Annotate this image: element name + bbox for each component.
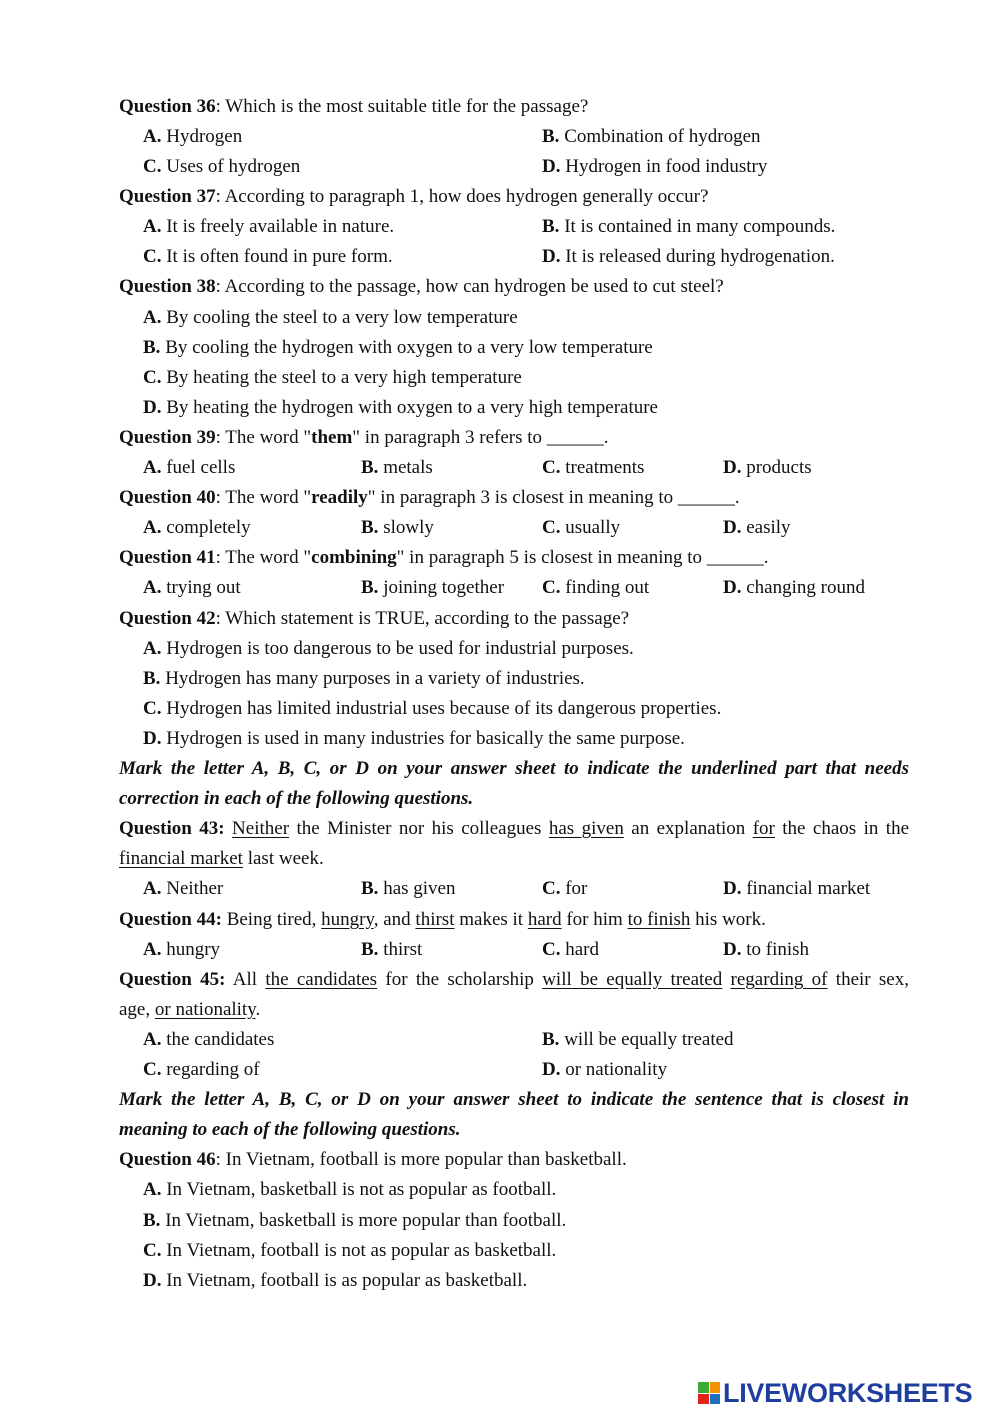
q37-options-row-1 <box>143 212 933 242</box>
q41-option-a[interactable]: A. trying out <box>143 577 241 598</box>
question-text: : Which is the most suitable title for the passage? <box>215 96 589 117</box>
q40-option-d[interactable]: D. easily <box>723 517 791 538</box>
question-45: Question 45: All the candidates for the scholarship will be equally treated regarding of their sex, <box>119 969 909 990</box>
q39-option-d[interactable]: D. products <box>723 457 812 478</box>
underlined-part-a: hungry <box>321 909 374 930</box>
q44-option-a[interactable]: A. hungry <box>143 939 221 960</box>
q45-option-a[interactable]: A. the candidates <box>143 1029 275 1050</box>
q41-option-c[interactable]: C. finding out <box>542 577 650 598</box>
question-41: Question 41: The word "combining" in paragraph 5 is closest in meaning to ______. <box>119 547 769 568</box>
q41-option-b[interactable]: B. joining together <box>361 577 505 598</box>
question-43-line-2: financial market last week. <box>119 848 324 869</box>
q44-options-row <box>143 935 933 965</box>
underlined-part-d: to finish <box>627 909 691 930</box>
question-40: Question 40: The word "readily" in paragraph 3 is closest in meaning to ______. <box>119 487 740 508</box>
q37-option-a[interactable]: A. It is freely available in nature. <box>143 216 395 237</box>
q38-option-a[interactable]: A. By cooling the steel to a very low temperature <box>143 307 518 328</box>
target-word: combining <box>311 547 397 568</box>
question-45-line-2: age, or nationality. <box>119 999 261 1020</box>
question-42 <box>119 604 909 634</box>
q40-option-c[interactable]: C. usually <box>542 517 621 538</box>
question-37 <box>119 182 909 212</box>
underlined-part-c: hard <box>527 909 562 930</box>
q39-option-b[interactable]: B. metals <box>361 457 433 478</box>
q42-option-c[interactable]: C. Hydrogen has limited industrial uses because of its dangerous properties. <box>143 698 722 719</box>
logo-square-blue <box>710 1394 721 1405</box>
q46-option-d[interactable]: D. In Vietnam, football is as popular as basketball. <box>143 1270 528 1291</box>
q41-option-d[interactable]: D. changing round <box>723 577 865 598</box>
question-label: Question 37 <box>119 186 216 207</box>
question-text: : In Vietnam, football is more popular than basketball. <box>215 1149 627 1170</box>
question-label: Question 36 <box>119 96 216 117</box>
q45-options-row-1 <box>143 1025 933 1055</box>
q43-option-c[interactable]: C. for <box>542 878 588 899</box>
underlined-part-b: has given <box>548 818 624 839</box>
q36-option-d[interactable]: D. Hydrogen in food industry <box>542 156 768 177</box>
q40-options-row <box>143 513 933 543</box>
question-39: Question 39: The word "them" in paragraph 3 refers to ______. <box>119 427 609 448</box>
q39-options-row <box>143 453 933 483</box>
q45-option-d[interactable]: D. or nationality <box>542 1059 668 1080</box>
q44-option-c[interactable]: C. hard <box>542 939 599 960</box>
q38-option-b[interactable]: B. By cooling the hydrogen with oxygen to a very low temperature <box>143 337 653 358</box>
q38-option-d[interactable]: D. By heating the hydrogen with oxygen to a very high temperature <box>143 397 658 418</box>
instruction-sentence-meaning-line-2: meaning to each of the following questions. <box>119 1119 461 1140</box>
q45-option-c[interactable]: C. regarding of <box>143 1059 260 1080</box>
question-46 <box>119 1145 909 1175</box>
q46-option-b[interactable]: B. In Vietnam, basketball is more popular than football. <box>143 1210 567 1231</box>
q42-option-a[interactable]: A. Hydrogen is too dangerous to be used for industrial purposes. <box>143 638 634 659</box>
underlined-part-a: the candidates <box>265 969 378 990</box>
instruction-sentence-meaning-line-1: Mark the letter A, B, C, or D on your answer sheet to indicate the sentence that is closest in <box>119 1089 909 1110</box>
instruction-error-identification-line-1: Mark the letter A, B, C, or D on your answer sheet to indicate the underlined part that needs <box>119 758 909 779</box>
q37-option-b[interactable]: B. It is contained in many compounds. <box>542 216 836 237</box>
question-label: Question 46 <box>119 1149 216 1170</box>
q43-option-d[interactable]: D. financial market <box>723 878 871 899</box>
q39-option-a[interactable]: A. fuel cells <box>143 457 236 478</box>
underlined-part-d: financial market <box>119 848 243 869</box>
underlined-part-c: for <box>752 818 775 839</box>
instruction-error-identification-line-2: correction in each of the following questions. <box>119 788 474 809</box>
q43-option-a[interactable]: A. Neither <box>143 878 224 899</box>
q36-option-b[interactable]: B. Combination of hydrogen <box>542 126 761 147</box>
underlined-part-a: Neither <box>232 818 290 839</box>
liveworksheets-logo-text: LIVEWORKSHEETS <box>723 1377 973 1408</box>
question-38 <box>119 272 909 302</box>
question-text: : According to the passage, how can hydrogen be used to cut steel? <box>215 276 724 297</box>
q40-option-a[interactable]: A. completely <box>143 517 251 538</box>
question-43: Question 43: Neither the Minister nor his colleagues has given an explanation for the chaos in the <box>119 818 910 839</box>
logo-square-green <box>698 1382 709 1393</box>
q37-option-c[interactable]: C. It is often found in pure form. <box>143 246 393 267</box>
underlined-part-c: regarding of <box>730 969 828 990</box>
q36-option-a[interactable]: A. Hydrogen <box>143 126 243 147</box>
target-word: readily <box>311 487 368 508</box>
q39-option-c[interactable]: C. treatments <box>542 457 645 478</box>
q37-options-row-2 <box>143 242 933 272</box>
q36-options-row-1 <box>143 122 933 152</box>
underlined-part-b: will be equally treated <box>542 969 723 990</box>
q37-option-d[interactable]: D. It is released during hydrogenation. <box>542 246 835 267</box>
q42-option-d[interactable]: D. Hydrogen is used in many industries for basically the same purpose. <box>143 728 685 749</box>
liveworksheets-logo-icon <box>698 1382 720 1404</box>
q41-options-row <box>143 573 933 603</box>
q46-option-a[interactable]: A. In Vietnam, basketball is not as popular as football. <box>143 1179 557 1200</box>
q45-options-row-2 <box>143 1055 933 1085</box>
logo-square-red <box>698 1394 709 1405</box>
q43-options-row <box>143 874 933 904</box>
q44-option-d[interactable]: D. to finish <box>723 939 810 960</box>
q43-option-b[interactable]: B. has given <box>361 878 456 899</box>
underlined-part-b: thirst <box>415 909 455 930</box>
q38-option-c[interactable]: C. By heating the steel to a very high temperature <box>143 367 522 388</box>
question-label: Question 42 <box>119 608 216 629</box>
q36-options-row-2 <box>143 152 933 182</box>
question-text: : Which statement is TRUE, according to the passage? <box>215 608 630 629</box>
question-44: Question 44: Being tired, hungry, and thirst makes it hard for him to finish his work. <box>119 909 766 930</box>
q40-option-b[interactable]: B. slowly <box>361 517 434 538</box>
q44-option-b[interactable]: B. thirst <box>361 939 423 960</box>
question-36 <box>119 92 909 122</box>
logo-square-orange <box>710 1382 721 1393</box>
q45-option-b[interactable]: B. will be equally treated <box>542 1029 734 1050</box>
q42-option-b[interactable]: B. Hydrogen has many purposes in a variety of industries. <box>143 668 585 689</box>
question-label: Question 38 <box>119 276 216 297</box>
target-word: them <box>311 427 353 448</box>
underlined-part-d: or nationality <box>154 999 256 1020</box>
question-text: : According to paragraph 1, how does hydrogen generally occur? <box>215 186 709 207</box>
liveworksheets-logo <box>698 1378 972 1408</box>
q46-option-c[interactable]: C. In Vietnam, football is not as popular as basketball. <box>143 1240 557 1261</box>
q36-option-c[interactable]: C. Uses of hydrogen <box>143 156 301 177</box>
